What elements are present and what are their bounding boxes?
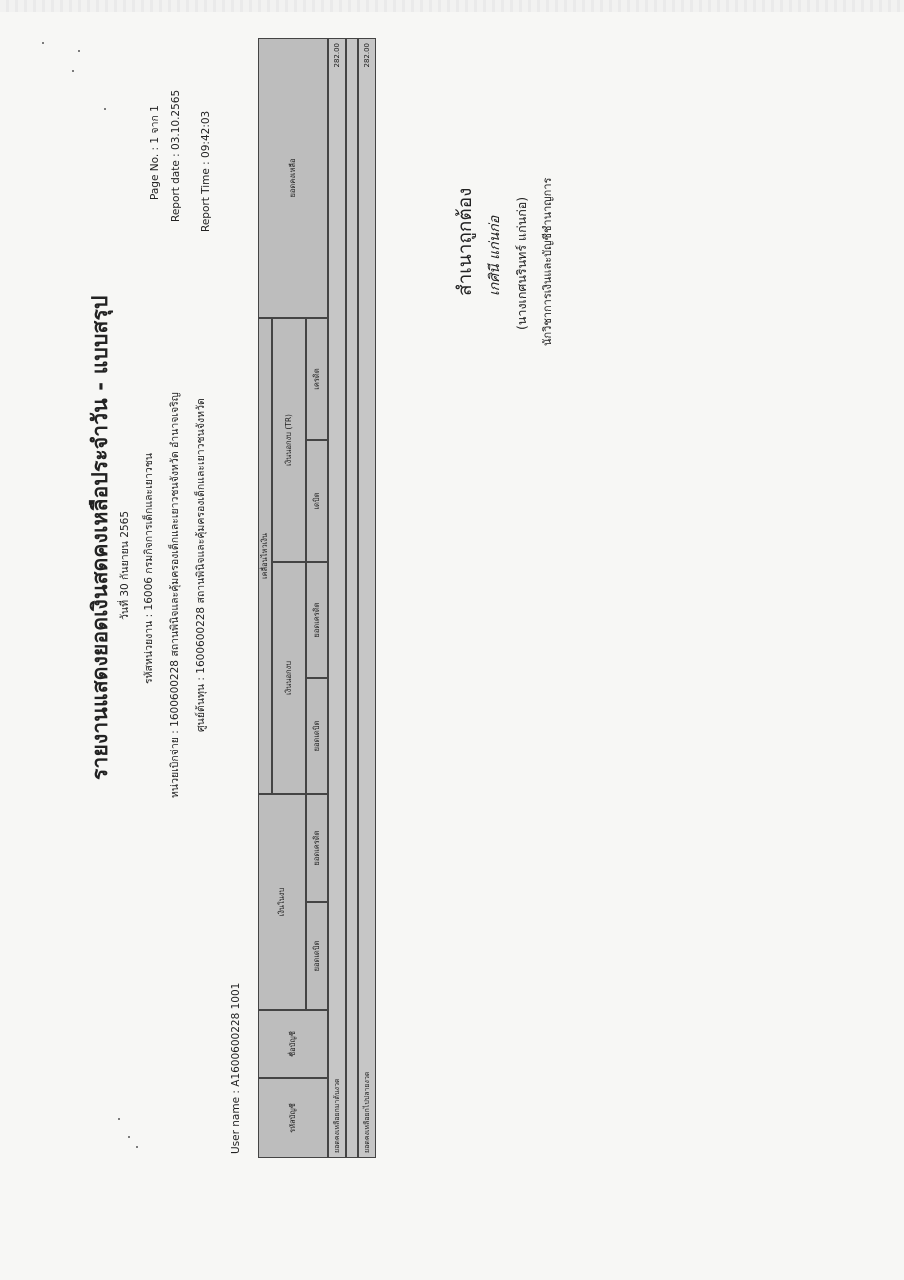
row-balance: 282.00: [363, 43, 371, 68]
scan-speck: [136, 1146, 138, 1148]
agency-code: รหัสหน่วยงาน : 16006 กรมกิจการเด็กและเยาวชน: [143, 452, 155, 684]
table-row-opening: [328, 38, 346, 1158]
scan-speck: [118, 1118, 120, 1120]
page-number: Page No. : 1 จาก 1: [149, 105, 161, 200]
header-cash-in-budget: เงินในงบ: [258, 794, 306, 1010]
header-credit-in: ยอดเครดิต: [306, 794, 328, 902]
scan-speck: [104, 108, 106, 110]
user-name: User name : A1600600228 1001: [230, 982, 242, 1154]
header-cash-movement: เคลื่อนไหวเงิน: [258, 318, 272, 794]
table-row-spacer: [346, 38, 358, 1158]
header-account-name: ชื่อบัญชี: [258, 1010, 328, 1078]
signer-position: นักวิชาการเงินและบัญชีชำนาญการ: [541, 177, 554, 346]
header-debit-in: ยอดเดบิต: [306, 902, 328, 1010]
report-time: Report Time : 09:42:03: [200, 110, 212, 232]
report-date: Report date : 03.10.2565: [170, 89, 182, 222]
scan-speck: [78, 50, 80, 52]
header-balance: ยอดคงเหลือ: [258, 38, 328, 318]
row-balance: 282.00: [333, 43, 341, 68]
table-row-closing: [358, 38, 376, 1158]
scan-speck: [128, 1136, 130, 1138]
row-label: ยอดคงเหลือยกไปปลายงวด: [362, 1071, 371, 1153]
header-debit-out: ยอดเดบิต: [306, 678, 328, 794]
header-credit-tr: เครดิต: [306, 318, 328, 440]
report-date-line: วันที่ 30 กันยายน 2565: [119, 510, 131, 620]
signer-name: (นางเกศนรินทร์ แก่นก่อ): [514, 196, 529, 330]
row-label: ยอดคงเหลือยกมาต้นงวด: [332, 1078, 341, 1153]
header-cash-out-tr: เงินนอกงบ (TR): [272, 318, 306, 562]
signature: เกศินี แก่นก่อ: [487, 215, 503, 296]
certified-copy-label: สำเนาถูกต้อง: [454, 187, 476, 296]
header-credit-out: ยอดเครดิต: [306, 562, 328, 678]
disbursing-unit: หน่วยเบิกจ่าย : 1600600228 สถานพินิจและคุ้มครองเด็กและเยาวชนจังหวัด อำนาจเจริญ: [169, 392, 181, 798]
header-account-code: รหัสบัญชี: [258, 1078, 328, 1158]
scan-speck: [42, 42, 44, 44]
report-title: รายงานแสดงยอดเงินสดคงเหลือประจำวัน - แบบสรุป: [88, 295, 112, 780]
header-debit-tr: เดบิต: [306, 440, 328, 562]
header-cash-out-budget: เงินนอกงบ: [272, 562, 306, 794]
scan-speck: [72, 70, 74, 72]
cost-center: ศูนย์ต้นทุน : 1600600228 สถานพินิจและคุ้มครองเด็กและเยาวชนจังหวัด: [195, 398, 207, 732]
cash-balance-table: [258, 38, 376, 1158]
